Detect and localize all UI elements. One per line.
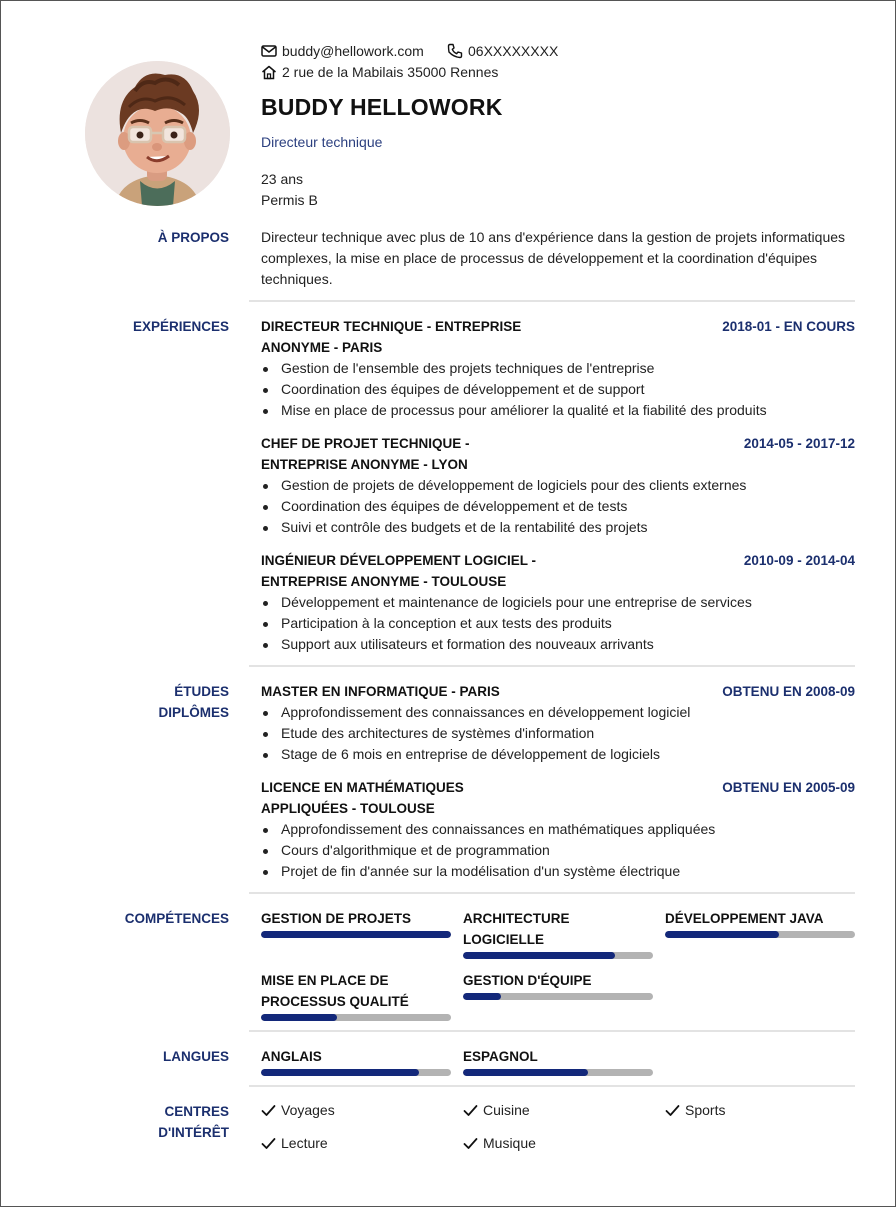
language-item [261, 1046, 451, 1076]
interest-label: Sports [685, 1102, 726, 1118]
skill-level-fill [463, 952, 615, 959]
experience-bullets [261, 358, 855, 421]
interest-item [261, 1135, 328, 1151]
list-item: Approfondissement des connaissances en mathématiques appliquées [261, 819, 855, 840]
language-name: ANGLAIS [261, 1049, 322, 1064]
skill-name [261, 970, 451, 1012]
skill-level-fill [665, 931, 779, 938]
skill-name-line: GESTION D'ÉQUIPE [463, 973, 592, 988]
education-bullets [261, 819, 855, 882]
education-title-line: MASTER EN INFORMATIQUE - PARIS [261, 684, 500, 699]
language-name: ESPAGNOL [463, 1049, 538, 1064]
skill-name-line: MISE EN PLACE DE [261, 973, 389, 988]
interest-item [261, 1102, 335, 1118]
education-bullets [261, 702, 855, 765]
list-item: Gestion de projets de développement de logiciels pour des clients externes [261, 475, 855, 496]
education-title [261, 681, 500, 702]
experience-title-line: ANONYME - PARIS [261, 340, 383, 355]
age: 23 ans [261, 171, 304, 187]
language-level-fill [463, 1069, 588, 1076]
section-label-line: ÉTUDES [174, 684, 229, 699]
candidate-name: BUDDY HELLOWORK [261, 94, 503, 120]
interest-label: Musique [483, 1135, 536, 1151]
skill-item [463, 908, 653, 959]
skill-level-fill [261, 1014, 337, 1021]
section-label-education [158, 681, 229, 723]
contact-phone [447, 43, 558, 59]
list-item: Support aux utilisateurs et formation des nouveaux arrivants [261, 634, 855, 655]
driving-license: Permis B [261, 192, 318, 208]
interest-label: Cuisine [483, 1102, 530, 1118]
skill-name-line: LOGICIELLE [463, 932, 544, 947]
list-item: Projet de fin d'année sur la modélisation d'un système électrique [261, 861, 855, 882]
section-label-line: D'INTÉRÊT [158, 1125, 229, 1140]
list-item: Stage de 6 mois en entreprise de développement de logiciels [261, 744, 855, 765]
skill-name [261, 908, 451, 929]
check-icon [463, 1104, 478, 1117]
skill-name-line: PROCESSUS QUALITÉ [261, 994, 409, 1009]
list-item: Mise en place de processus pour améliorer la qualité et la fiabilité des produits [261, 400, 855, 421]
about-text: Directeur technique avec plus de 10 ans d'expérience dans la gestion de projets informatiques complexes, la mise en place de processus de développement et la coordination d'équipes techniques. [261, 229, 846, 287]
skill-level-bar [665, 931, 855, 938]
check-icon [463, 1137, 478, 1150]
section-label-line: CENTRES [164, 1104, 229, 1119]
address-text: 2 rue de la Mabilais 35000 Rennes [282, 64, 499, 80]
experience-title-line: DIRECTEUR TECHNIQUE - ENTREPRISE [261, 319, 522, 334]
interest-label: Voyages [281, 1102, 335, 1118]
interest-item [463, 1102, 530, 1118]
section-label-about: À PROPOS [157, 230, 229, 245]
experience-title-line: ENTREPRISE ANONYME - TOULOUSE [261, 574, 507, 589]
education-date: OBTENU EN 2005-09 [722, 780, 855, 795]
list-item: Participation à la conception et aux tests des produits [261, 613, 855, 634]
email-text: buddy@hellowork.com [282, 43, 424, 59]
experience-title [261, 433, 470, 475]
experience-bullets [261, 592, 855, 655]
divider [249, 1085, 855, 1087]
skill-name [665, 908, 855, 929]
list-item: Cours d'algorithmique et de programmation [261, 840, 855, 861]
experience-date: 2014-05 - 2017-12 [743, 436, 855, 451]
experience-date: 2010-09 - 2014-04 [743, 553, 855, 568]
list-item: Suivi et contrôle des budgets et de la rentabilité des projets [261, 517, 855, 538]
interest-item [463, 1135, 536, 1151]
list-item: Approfondissement des connaissances en développement logiciel [261, 702, 855, 723]
experience-bullets [261, 475, 855, 538]
education-date: OBTENU EN 2008-09 [722, 684, 855, 699]
experience-title-line: ENTREPRISE ANONYME - LYON [261, 457, 468, 472]
skill-name-line: ARCHITECTURE [463, 911, 570, 926]
experience-title [261, 316, 521, 358]
divider [249, 300, 855, 302]
education-title [261, 777, 464, 819]
skill-item [463, 970, 653, 1000]
skill-name [463, 970, 653, 991]
language-item [463, 1046, 653, 1076]
section-label-interests [158, 1101, 229, 1143]
experience-date: 2018-01 - EN COURS [722, 319, 855, 334]
experience-title-line: CHEF DE PROJET TECHNIQUE - [261, 436, 470, 451]
list-item: Etude des architectures de systèmes d'information [261, 723, 855, 744]
check-icon [261, 1104, 276, 1117]
education-title-line: LICENCE EN MATHÉMATIQUES [261, 780, 464, 795]
contact-address [261, 64, 498, 80]
language-level-bar [463, 1069, 653, 1076]
interest-item [665, 1102, 725, 1118]
skill-level-bar [463, 993, 653, 1000]
list-item: Coordination des équipes de développement et de support [261, 379, 855, 400]
avatar [85, 61, 230, 206]
envelope-icon [261, 44, 277, 58]
skill-item [261, 908, 451, 938]
list-item: Coordination des équipes de développement et de tests [261, 496, 855, 517]
list-item: Gestion de l'ensemble des projets techniques de l'entreprise [261, 358, 855, 379]
skill-level-fill [261, 931, 451, 938]
job-title: Directeur technique [261, 134, 383, 150]
skill-level-bar [261, 1014, 451, 1021]
phone-icon [447, 43, 463, 59]
list-item: Développement et maintenance de logiciels pour une entreprise de services [261, 592, 855, 613]
experience-title-line: INGÉNIEUR DÉVELOPPEMENT LOGICIEL - [261, 553, 537, 568]
skill-name-line: DÉVELOPPEMENT JAVA [665, 911, 824, 926]
check-icon [665, 1104, 680, 1117]
section-label-experience: EXPÉRIENCES [132, 319, 229, 334]
skill-level-bar [463, 952, 653, 959]
skill-level-fill [463, 993, 501, 1000]
check-icon [261, 1137, 276, 1150]
section-label-line: DIPLÔMES [158, 705, 229, 720]
divider [249, 892, 855, 894]
section-label-skills: COMPÉTENCES [124, 911, 229, 926]
home-icon [261, 65, 277, 80]
interest-label: Lecture [281, 1135, 328, 1151]
phone-text: 06XXXXXXXX [468, 43, 559, 59]
skill-name-line: GESTION DE PROJETS [261, 911, 412, 926]
contact-email [261, 43, 424, 59]
education-title-line: APPLIQUÉES - TOULOUSE [261, 801, 435, 816]
section-label-languages: LANGUES [162, 1049, 229, 1064]
language-level-bar [261, 1069, 451, 1076]
experience-title [261, 550, 536, 592]
divider [249, 665, 855, 667]
skill-name [463, 908, 653, 950]
language-level-fill [261, 1069, 419, 1076]
skill-level-bar [261, 931, 451, 938]
divider [249, 1030, 855, 1032]
avatar-illustration [85, 61, 230, 206]
skill-item [665, 908, 855, 938]
skill-item [261, 970, 451, 1021]
